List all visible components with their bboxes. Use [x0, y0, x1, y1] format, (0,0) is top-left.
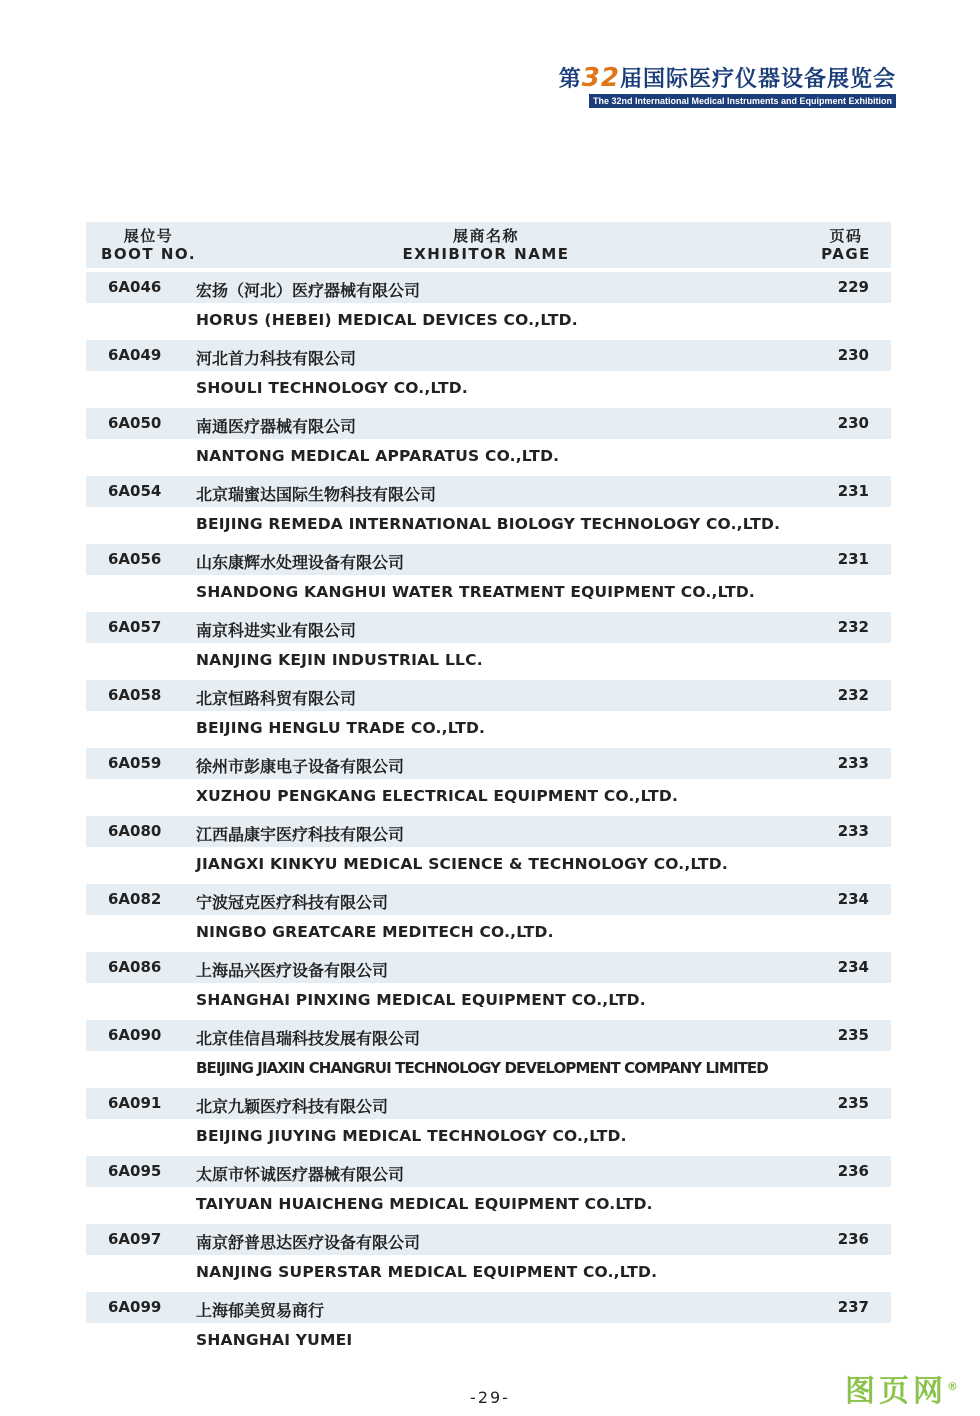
booth-number: 6A097: [108, 1230, 162, 1248]
page-ref: 235: [837, 1026, 869, 1044]
exhibitor-name-en: NANJING KEJIN INDUSTRIAL LLC.: [196, 651, 483, 669]
exhibitor-name-en: XUZHOU PENGKANG ELECTRICAL EQUIPMENT CO.,LTD.: [196, 787, 679, 805]
exhibitor-name-cn: 河北首力科技有限公司: [196, 349, 357, 368]
booth-number: 6A049: [108, 346, 162, 364]
exhibitor-name-en: JIANGXI KINKYU MEDICAL SCIENCE & TECHNOLOGY CO.,LTD.: [196, 855, 728, 873]
booth-number: 6A091: [108, 1094, 162, 1112]
table-row-en: [86, 983, 891, 1016]
table-row-en: [86, 915, 891, 948]
table-row-en: [86, 1323, 891, 1356]
exhibitor-name-cn: 上海品兴医疗设备有限公司: [196, 961, 389, 980]
exhibitor-table: [86, 222, 891, 1356]
table-row-en: [86, 1119, 891, 1152]
exhibitor-name-en: BEIJING JIUYING MEDICAL TECHNOLOGY CO.,LTD.: [196, 1127, 627, 1145]
exhibitor-name-en: NINGBO GREATCARE MEDITECH CO.,LTD.: [196, 923, 554, 941]
table-row: [86, 408, 891, 439]
exhibitor-name-en: BEIJING REMEDA INTERNATIONAL BIOLOGY TECHNOLOGY CO.,LTD.: [196, 515, 781, 533]
booth-number: 6A059: [108, 754, 162, 772]
logo-number: 32: [581, 63, 620, 93]
table-row: [86, 748, 891, 779]
column-exhibitor-name: 展商名称 EXHIBITOR NAME: [402, 227, 570, 263]
exhibition-logo: [558, 62, 896, 110]
exhibitor-name-en: SHANDONG KANGHUI WATER TREATMENT EQUIPMENT CO.,LTD.: [196, 583, 756, 601]
booth-number: 6A057: [108, 618, 162, 636]
booth-number: 6A054: [108, 482, 162, 500]
table-row: [86, 476, 891, 507]
page-ref: 231: [837, 482, 869, 500]
exhibitor-name-en: NANTONG MEDICAL APPARATUS CO.,LTD.: [196, 447, 560, 465]
booth-number: 6A099: [108, 1298, 162, 1316]
exhibitor-name-cn: 宁波冠克医疗科技有限公司: [196, 893, 389, 912]
booth-number: 6A095: [108, 1162, 162, 1180]
page-ref: 233: [837, 754, 869, 772]
logo-title-en: The 32nd International Medical Instruments and Equipment Exhibition: [589, 94, 896, 108]
table-row: [86, 340, 891, 371]
exhibitor-name-en: SHOULI TECHNOLOGY CO.,LTD.: [196, 379, 468, 397]
table-row-en: [86, 1051, 891, 1084]
page-ref: 232: [837, 618, 869, 636]
table-row-en: [86, 575, 891, 608]
exhibitor-name-cn: 南京科进实业有限公司: [196, 621, 357, 640]
booth-number: 6A056: [108, 550, 162, 568]
table-row: [86, 1156, 891, 1187]
exhibitor-name-cn: 南京舒普思达医疗设备有限公司: [196, 1233, 421, 1252]
booth-number: 6A082: [108, 890, 162, 908]
table-row-en: [86, 711, 891, 744]
table-row-en: [86, 1187, 891, 1220]
page-ref: 230: [837, 414, 869, 432]
booth-number: 6A080: [108, 822, 162, 840]
table-row: [86, 1088, 891, 1119]
exhibitor-name-cn: 徐州市彭康电子设备有限公司: [196, 757, 405, 776]
page-ref: 237: [837, 1298, 869, 1316]
page-ref: 235: [837, 1094, 869, 1112]
table-row-en: [86, 439, 891, 472]
exhibitor-name-cn: 宏扬（河北）医疗器械有限公司: [196, 281, 421, 300]
column-page: 页码 PAGE: [821, 227, 871, 263]
table-row-en: [86, 643, 891, 676]
table-row-en: [86, 303, 891, 336]
page-number: -29-: [470, 1388, 510, 1407]
logo-title-cn: 第32届国际医疗仪器设备展览会: [558, 63, 896, 93]
table-row: [86, 884, 891, 915]
table-row-en: [86, 371, 891, 404]
watermark-logo: 图页网®: [845, 1374, 962, 1409]
exhibitor-name-en: NANJING SUPERSTAR MEDICAL EQUIPMENT CO.,LTD.: [196, 1263, 658, 1281]
page-ref: 230: [837, 346, 869, 364]
table-row-en: [86, 847, 891, 880]
table-row-en: [86, 1255, 891, 1288]
page-ref: 232: [837, 686, 869, 704]
table-row: [86, 612, 891, 643]
column-boot-no: 展位号 BOOT NO.: [100, 227, 197, 263]
exhibitor-name-cn: 上海郁美贸易商行: [196, 1301, 325, 1320]
booth-number: 6A086: [108, 958, 162, 976]
exhibitor-name-cn: 北京九颖医疗科技有限公司: [196, 1097, 389, 1116]
page-ref: 234: [837, 958, 869, 976]
page-ref: 231: [837, 550, 869, 568]
exhibitor-name-en: SHANGHAI PINXING MEDICAL EQUIPMENT CO.,LTD.: [196, 991, 646, 1009]
page-ref: 233: [837, 822, 869, 840]
table-body: [86, 272, 891, 1356]
exhibitor-name-cn: 北京瑞蜜达国际生物科技有限公司: [196, 485, 437, 504]
table-row: [86, 544, 891, 575]
table-row: [86, 1292, 891, 1323]
table-row-en: [86, 779, 891, 812]
booth-number: 6A090: [108, 1026, 162, 1044]
booth-number: 6A046: [108, 278, 162, 296]
table-row: [86, 1020, 891, 1051]
exhibitor-name-en: BEIJING HENGLU TRADE CO.,LTD.: [196, 719, 486, 737]
exhibitor-name-cn: 北京佳信昌瑞科技发展有限公司: [196, 1029, 421, 1048]
table-row: [86, 816, 891, 847]
exhibitor-name-cn: 南通医疗器械有限公司: [196, 417, 357, 436]
exhibitor-name-cn: 山东康辉水处理设备有限公司: [196, 553, 405, 572]
exhibitor-name-en: HORUS (HEBEI) MEDICAL DEVICES CO.,LTD.: [196, 311, 578, 329]
page-ref: 236: [837, 1162, 869, 1180]
table-row-en: [86, 507, 891, 540]
booth-number: 6A050: [108, 414, 162, 432]
exhibitor-name-en: TAIYUAN HUAICHENG MEDICAL EQUIPMENT CO.LTD.: [196, 1195, 653, 1213]
table-row: [86, 680, 891, 711]
table-row: [86, 1224, 891, 1255]
exhibitor-name-cn: 江西晶康宇医疗科技有限公司: [196, 825, 405, 844]
page-ref: 234: [837, 890, 869, 908]
table-header: [86, 222, 891, 268]
exhibitor-name-cn: 北京恒路科贸有限公司: [196, 689, 357, 708]
exhibitor-name-en: SHANGHAI YUMEI: [196, 1331, 353, 1349]
table-row: [86, 272, 891, 303]
page-ref: 236: [837, 1230, 869, 1248]
page-ref: 229: [837, 278, 869, 296]
table-row: [86, 952, 891, 983]
exhibitor-name-cn: 太原市怀诚医疗器械有限公司: [196, 1165, 405, 1184]
exhibitor-name-en: BEIJING JIAXIN CHANGRUI TECHNOLOGY DEVELOPMENT COMPANY LIMITED: [196, 1059, 768, 1077]
booth-number: 6A058: [108, 686, 162, 704]
